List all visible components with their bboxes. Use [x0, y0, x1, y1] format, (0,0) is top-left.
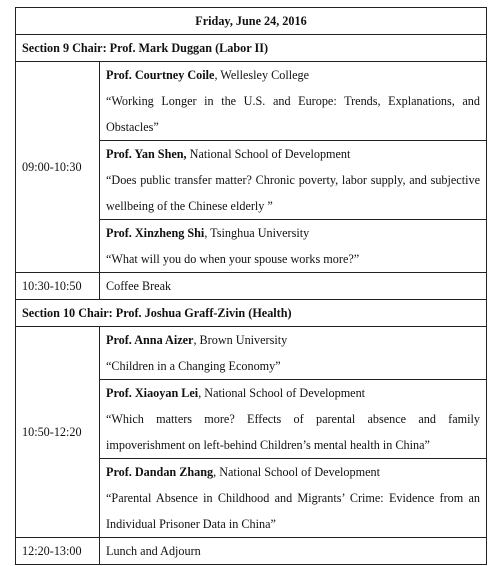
- break-label: Lunch and Adjourn: [100, 538, 487, 565]
- talk-row: [16, 62, 487, 141]
- break-time: 12:20-13:00: [16, 538, 100, 565]
- day-header-row: [16, 8, 487, 35]
- day-title: Friday, June 24, 2016: [16, 8, 487, 35]
- break-time: 10:30-10:50: [16, 273, 100, 300]
- talk-cell: [100, 327, 487, 380]
- speaker-affiliation: , Tsinghua University: [204, 226, 310, 240]
- talk-cell: [100, 380, 487, 459]
- break-row: [16, 273, 487, 300]
- session-time: 09:00-10:30: [16, 62, 100, 273]
- speaker-affiliation: , Brown University: [193, 333, 288, 347]
- speaker-name: Prof. Xinzheng Shi: [106, 226, 205, 240]
- talk-cell: [100, 220, 487, 273]
- talk-title: “Does public transfer matter? Chronic poverty, labor supply, and subjective wellbeing of the Chinese elderly ”: [106, 173, 480, 213]
- speaker-name: Prof. Dandan Zhang: [106, 465, 214, 479]
- session-time: 10:50-12:20: [16, 327, 100, 538]
- talk-cell: [100, 141, 487, 220]
- speaker-name: Prof. Yan Shen,: [106, 147, 187, 161]
- section-header-row: [16, 300, 487, 327]
- talk-cell: [100, 62, 487, 141]
- break-row: [16, 538, 487, 565]
- section-header-row: [16, 35, 487, 62]
- speaker-affiliation: National School of Development: [186, 147, 351, 161]
- section-9-header: Section 9 Chair: Prof. Mark Duggan (Labor II): [16, 35, 487, 62]
- talk-title: “Children in a Changing Economy”: [106, 359, 281, 373]
- talk-title: “Working Longer in the U.S. and Europe: Trends, Explanations, and Obstacles”: [106, 94, 480, 134]
- speaker-affiliation: , National School of Development: [198, 386, 366, 400]
- break-label: Coffee Break: [100, 273, 487, 300]
- talk-title: “Which matters more? Effects of parental absence and family impoverishment on left-behind Children’s mental health in China”: [106, 412, 480, 452]
- talk-title: “Parental Absence in Childhood and Migrants’ Crime: Evidence from an Individual Prisoner Data in China”: [106, 491, 480, 531]
- section-10-header: Section 10 Chair: Prof. Joshua Graff-Zivin (Health): [16, 300, 487, 327]
- speaker-name: Prof. Anna Aizer: [106, 333, 194, 347]
- schedule-table: [15, 7, 487, 565]
- speaker-name: Prof. Courtney Coile: [106, 68, 215, 82]
- talk-cell: [100, 459, 487, 538]
- talk-row: [16, 327, 487, 380]
- speaker-affiliation: , Wellesley College: [214, 68, 310, 82]
- speaker-name: Prof. Xiaoyan Lei: [106, 386, 199, 400]
- talk-title: “What will you do when your spouse works more?”: [106, 252, 360, 266]
- speaker-affiliation: , National School of Development: [213, 465, 380, 479]
